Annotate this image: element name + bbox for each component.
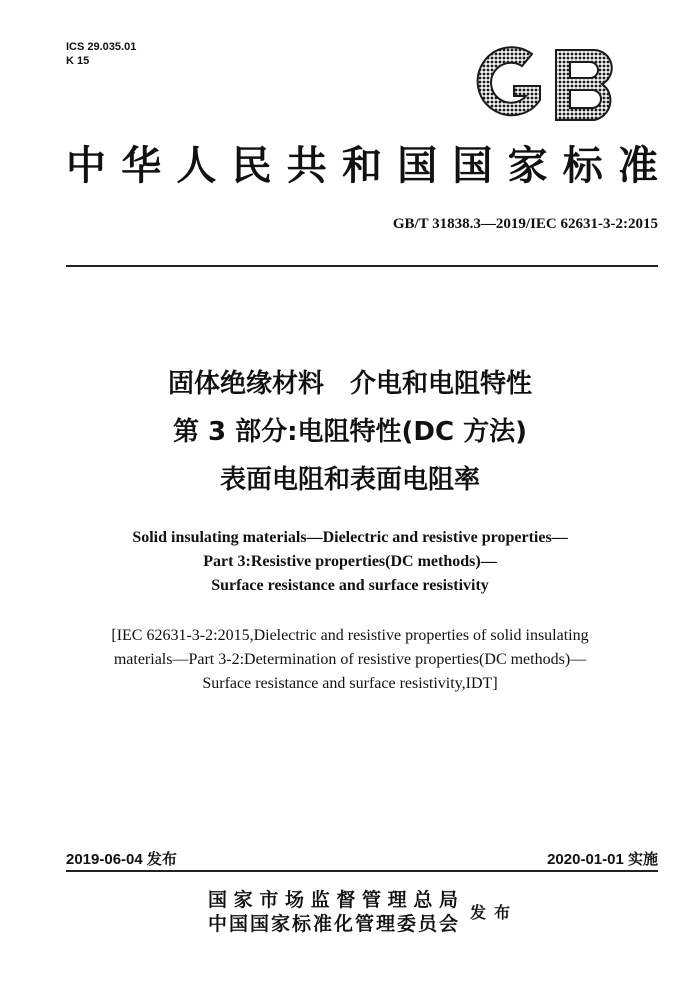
gb-logo (470, 40, 630, 130)
standard-number: GB/T 31838.3—2019/IEC 62631-3-2:2015 (392, 216, 658, 232)
iec-reference-line-3: Surface resistance and surface resistivity,IDT] (202, 675, 498, 692)
chinese-title-line-3: 表面电阻和表面电阻率 (219, 465, 480, 495)
issuer-line-2: 中国国家标准化管理委员会 (208, 913, 458, 935)
english-title-line-1: Solid insulating materials—Dielectric and resistive properties— (132, 529, 568, 546)
iec-reference-line-1: [IEC 62631-3-2:2015,Dielectric and resistive properties of solid insulating (111, 627, 589, 644)
classification-codes (66, 40, 136, 68)
chinese-title-line-2: 第 3 部分:电阻特性(DC 方法) (172, 417, 528, 447)
publication-date: 2019-06-04 发布 (66, 851, 177, 868)
ccs-code: K 15 (66, 55, 90, 67)
bottom-divider (66, 870, 658, 872)
english-title-line-3: Surface resistance and surface resistivity (211, 577, 489, 594)
chinese-title-line-1: 固体绝缘材料 介电和电阻特性 (167, 369, 532, 399)
issue-word: 发布 (470, 903, 519, 922)
top-divider (66, 265, 658, 267)
national-standard-title: 中华人民共和国国家标准 (66, 142, 660, 189)
issuer-line-1: 国家市场监督管理总局 (208, 889, 458, 911)
ics-code: ICS 29.035.01 (66, 41, 137, 53)
english-title-line-2: Part 3:Resistive properties(DC methods)— (203, 553, 497, 570)
iec-reference-line-2: materials—Part 3-2:Determination of resistive properties(DC methods)— (113, 651, 587, 668)
implementation-date: 2020-01-01 实施 (547, 851, 658, 868)
